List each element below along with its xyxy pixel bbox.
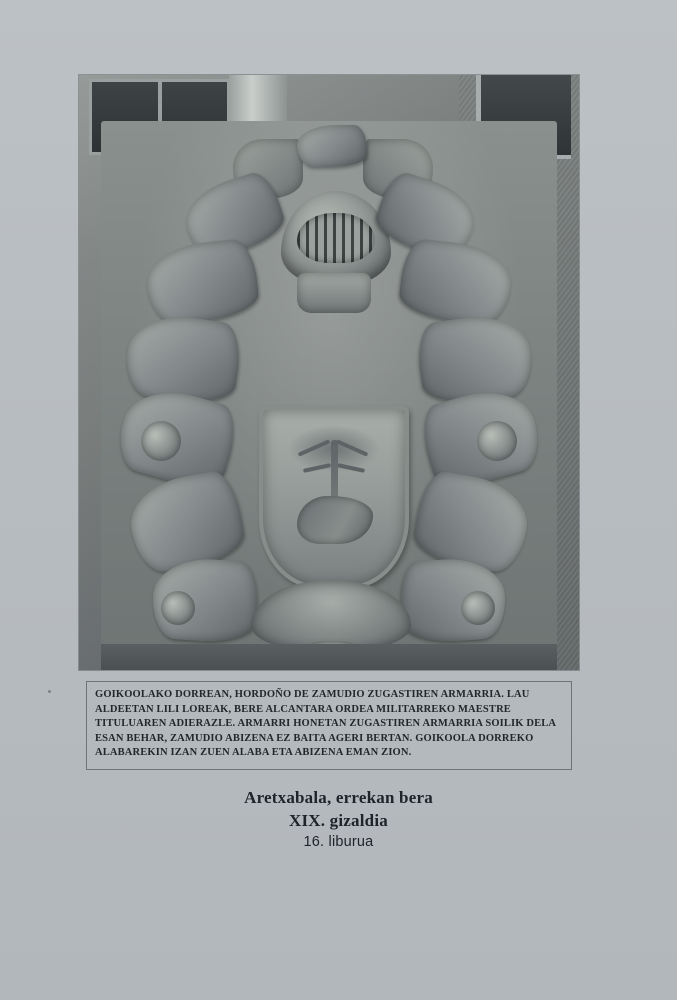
heraldic-shield: [259, 406, 409, 589]
helmet-neck: [297, 273, 371, 313]
caption-line-5: ALABAREKIN IZAN ZUEN ALABA ETA ABIZENA EMAN ZION.: [95, 747, 412, 758]
page-subtitle-book: 16. liburua: [303, 834, 374, 850]
helmet-visor-grill: [297, 213, 375, 263]
stone-base-shadow: [101, 644, 557, 670]
caption-line-2: ALDEETAN LILI LOREAK, BERE ALCANTARA ORDEA MILITARREKO MAESTRE: [95, 703, 511, 715]
scroll-right-1: [477, 421, 517, 461]
page-speck: [48, 690, 51, 693]
page-title: Aretxabala, errekan bera: [244, 788, 433, 807]
caption-line-4: ESAN BEHAR, ZAMUDIO ABIZENA EZ BAITA AGERI BERTAN. GOIKOOLA DORREKO: [95, 732, 534, 744]
wolf-charge: [297, 496, 373, 544]
mantling-leaf-left-2: [143, 237, 261, 326]
photograph: [79, 75, 579, 670]
scroll-left-1: [141, 421, 181, 461]
photo-caption: [86, 681, 572, 770]
page-subtitle-century: XIX. gizaldia: [289, 811, 388, 830]
scroll-left-2: [161, 591, 195, 625]
mantling-leaf-right-2: [397, 237, 515, 326]
caption-line-3: TITULUAREN ADIERAZLE. ARMARRI HONETAN ZUGASTIREN ARMARRIA SOILIK DELA: [95, 718, 557, 729]
crest-leaf-top: [297, 125, 367, 167]
title-block: [0, 788, 677, 850]
scroll-right-2: [461, 591, 495, 625]
caption-line-1: GOIKOOLAKO DORREAN, HORDOÑO DE ZAMUDIO ZUGASTIREN ARMARRIA. LAU: [95, 689, 530, 700]
stone-slab: [101, 121, 557, 670]
